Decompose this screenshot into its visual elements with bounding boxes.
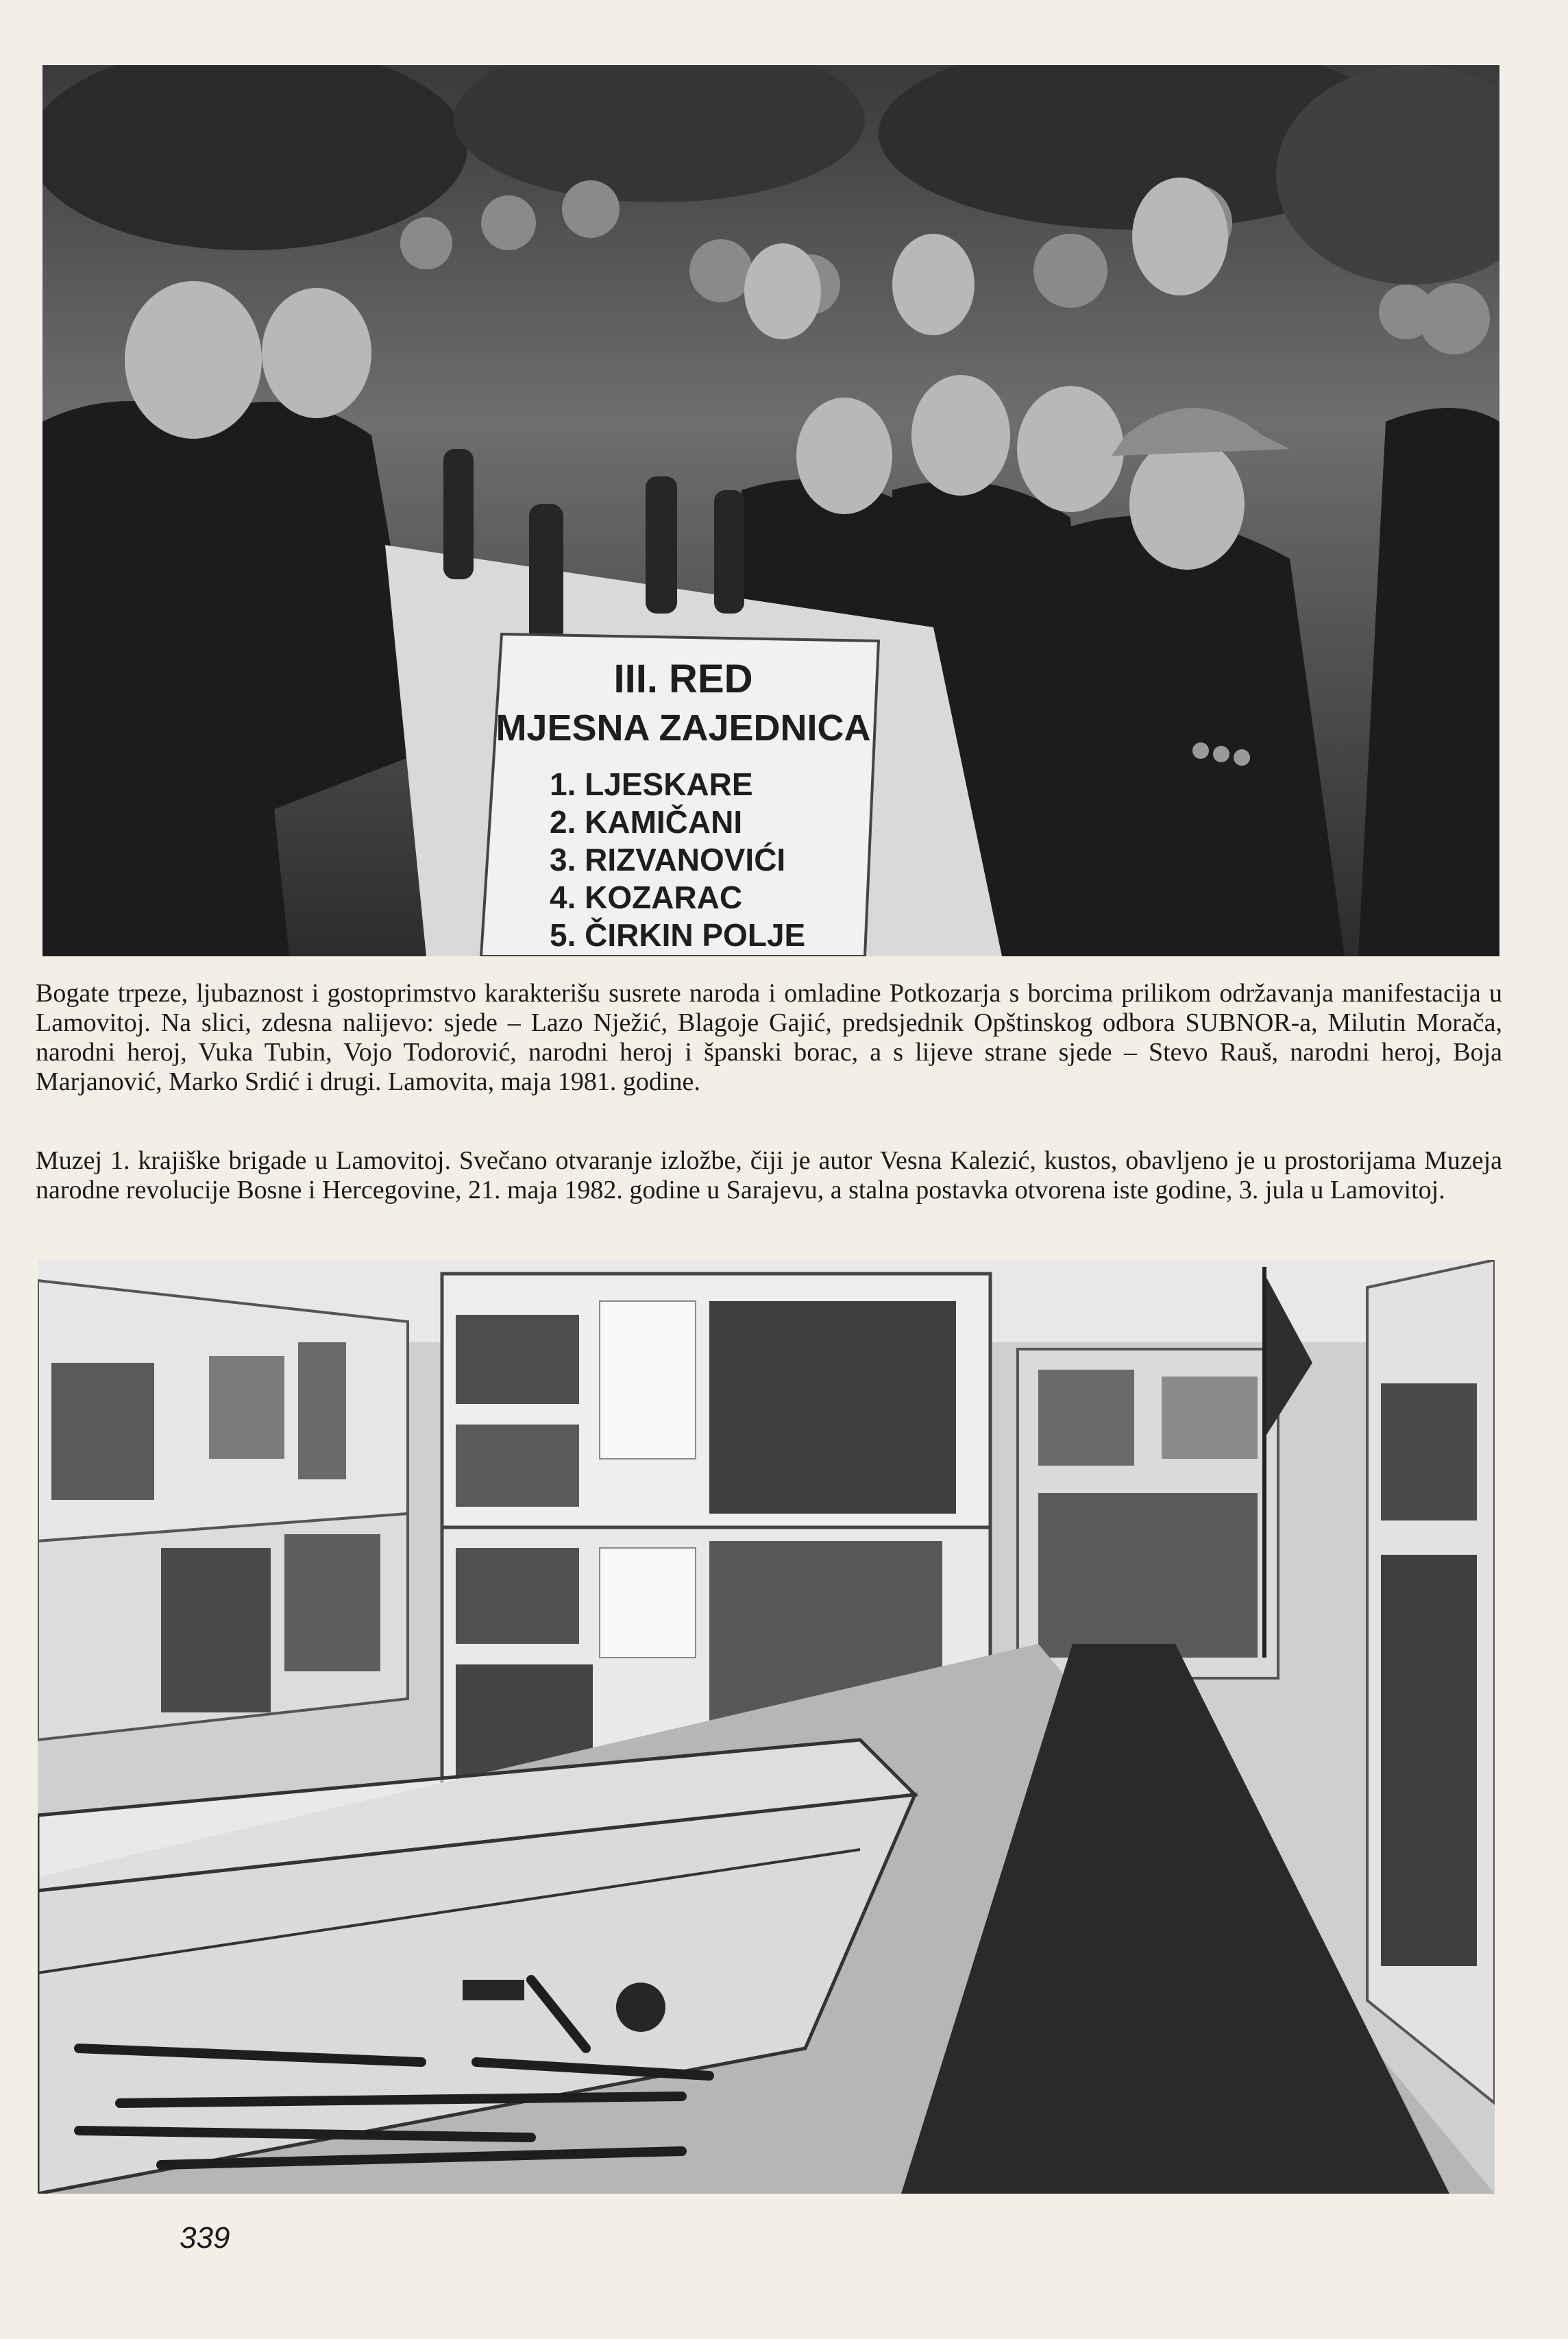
sign-item-5: 5. ČIRKIN POLJE (550, 917, 806, 953)
photo-celebration-gathering (42, 65, 1499, 956)
caption-museum: Muzej 1. krajiške brigade u Lamovitoj. Svečano otvaranje izložbe, čiji je autor Vesna Kalezić, kustos, obavljeno je u prostorijama Muzeja narodne revolucije Bosne i Hercegovine, 21. maja 1982. godine u Sarajevu, a stalna postavka otvorena iste godine, 3. jula u Lamovitoj. (36, 1146, 1502, 1204)
celebration-photo-illustration (42, 65, 1499, 956)
page-number: 339 (180, 2221, 230, 2255)
sign-subtitle: MJESNA ZAJEDNICA (495, 707, 871, 749)
museum-photo-illustration (38, 1260, 1495, 2194)
caption-celebration: Bogate trpeze, ljubaznost i gostoprimstvo karakterišu susrete naroda i omladine Potkozarja s borcima prilikom održavanja manifestacija u Lamovitoj. Na slici, zdesna nalijevo: sjede – Lazo Nježić, Blagoje Gajić, predsjednik Opštinskog odbora SUBNOR-a, Milutin Morača, narodni heroj, Vuka Tubin, Vojo Todorović, narodni heroj i španski borac, a s lijeve strane sjede – Stevo Rauš, narodni heroj, Boja Marjanović, Marko Srdić i drugi. Lamovita, maja 1981. godine. (36, 979, 1502, 1096)
event-sign (481, 634, 879, 956)
sign-item-1: 1. LJESKARE (550, 766, 753, 802)
sign-item-4: 4. KOZARAC (550, 880, 743, 915)
photo-museum-exhibition (38, 1260, 1495, 2194)
sign-item-3: 3. RIZVANOVIĆI (550, 842, 786, 877)
sign-item-2: 2. KAMIČANI (550, 804, 743, 840)
sign-title: III. RED (613, 657, 753, 701)
